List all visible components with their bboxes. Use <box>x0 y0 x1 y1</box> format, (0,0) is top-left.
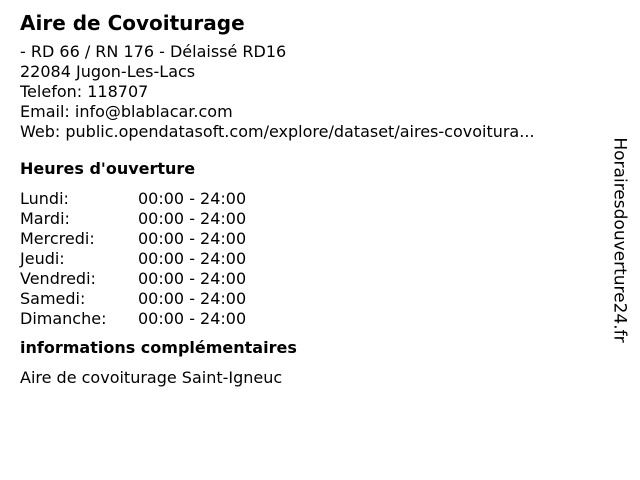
day-label: Vendredi: <box>20 269 96 288</box>
day-label: Jeudi: <box>20 249 65 268</box>
phone-text: Telefon: 118707 <box>20 82 149 101</box>
time-range: 00:00 - 24:00 <box>138 269 247 288</box>
day-label: Mardi: <box>20 209 70 228</box>
web-text: Web: public.opendatasoft.com/explore/dataset/aires-covoitura... <box>20 122 535 141</box>
time-range: 00:00 - 24:00 <box>138 229 247 248</box>
time-range: 00:00 - 24:00 <box>138 189 247 208</box>
hours-row-friday <box>20 269 600 289</box>
hours-row-monday <box>20 189 600 209</box>
hours-row-tuesday <box>20 209 600 229</box>
info-text: Aire de covoiturage Saint-Igneuc <box>20 368 283 387</box>
location-card <box>20 10 600 388</box>
hours-row-sunday <box>20 309 600 329</box>
day-label: Lundi: <box>20 189 69 208</box>
day-label: Mercredi: <box>20 229 95 248</box>
day-label: Dimanche: <box>20 309 107 328</box>
day-label: Samedi: <box>20 289 86 308</box>
info-heading: informations complémentaires <box>20 338 297 357</box>
hours-row-saturday <box>20 289 600 309</box>
time-range: 00:00 - 24:00 <box>138 249 247 268</box>
brand-watermark <box>602 0 638 480</box>
hours-row-wednesday <box>20 229 600 249</box>
time-range: 00:00 - 24:00 <box>138 209 247 228</box>
address-street: - RD 66 / RN 176 - Délaissé RD16 <box>20 42 287 61</box>
hours-row-thursday <box>20 249 600 269</box>
time-range: 00:00 - 24:00 <box>138 289 247 308</box>
address-city: 22084 Jugon-Les-Lacs <box>20 62 196 81</box>
hours-list <box>20 189 600 329</box>
brand-text: Horairesdouverture24.fr <box>610 137 630 343</box>
time-range: 00:00 - 24:00 <box>138 309 247 328</box>
email-text: Email: info@blablacar.com <box>20 102 233 121</box>
hours-heading: Heures d'ouverture <box>20 159 196 178</box>
address-block <box>20 42 600 142</box>
page-title: Aire de Covoiturage <box>20 11 245 35</box>
